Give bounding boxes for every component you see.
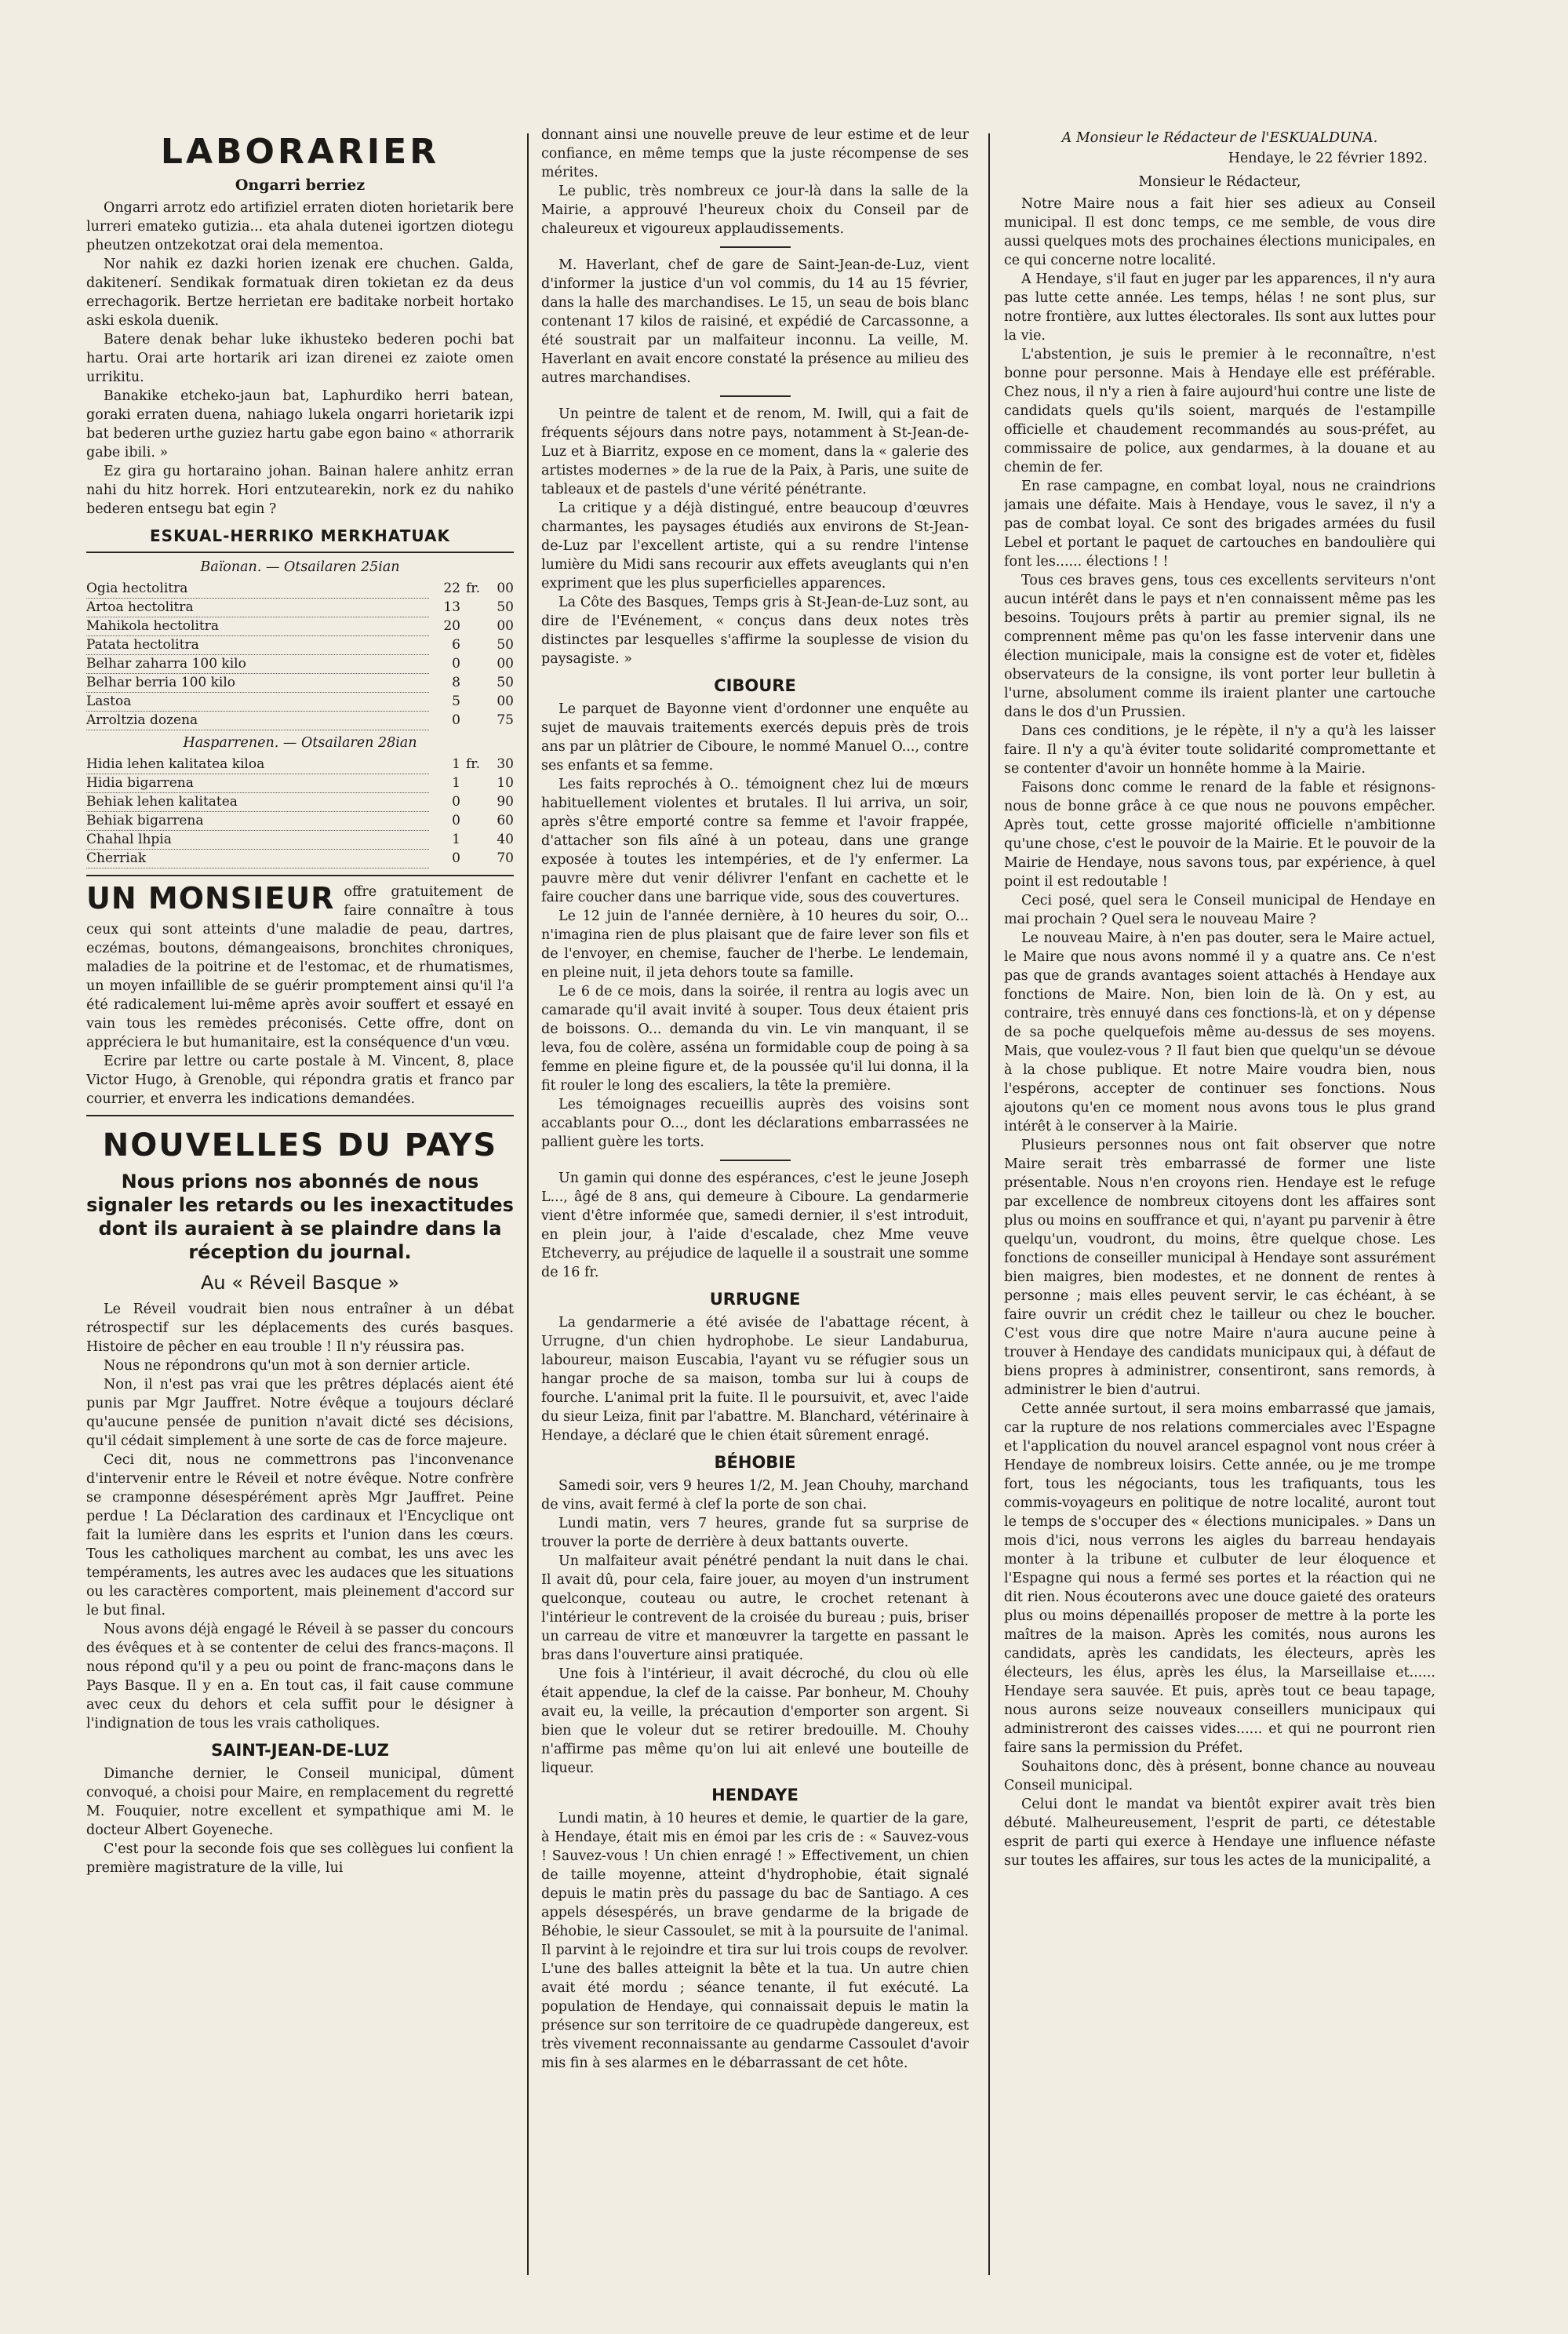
price-francs: 5 <box>452 694 460 709</box>
price-item: Hidia bigarrena <box>86 774 429 793</box>
paragraph: Non, il n'est pas vrai que les prêtres déplacés aient été punis par Mgr Jauffret. Notre évêque a toujours déclaré qu'aucune pensée de punition n'avait dicté ses décisions, qu'il cédait simplement à une sorte de cas de force majeure. <box>86 1377 514 1449</box>
price-item: Belhar zaharra 100 kilo <box>86 655 429 674</box>
divider <box>86 1115 514 1116</box>
paragraph: Lundi matin, vers 7 heures, grande fut sa surprise de trouver la porte de derrière à deux battants ouverte. <box>541 1516 969 1550</box>
paragraph: Les faits reprochés à O.. témoignent chez lui de mœurs habituellement violentes et brutales. Il lui arriva, un soir, après s'être emporté contre sa femme et l'avoir frappée, d'attacher son fils aîné à un poteau, dans une grange exposée à toutes les intempéries, et de l'y enfermer. La pauvre mère dut venir délivrer l'enfant en cachette et le faire coucher dans une barrique vide, sous des couvertures. <box>541 777 969 905</box>
ad-text-2: Ecrire par lettre ou carte postale à M. Vincent, 8, place Victor Hugo, à Grenoble, qui répondra gratis et franco par courrier, et enverra les indications demandées. <box>86 1054 514 1107</box>
paragraph: Lundi matin, à 10 heures et demie, le quartier de la gare, à Hendaye, était mis en émoi par les cris de : « Sauvez-vous ! Sauvez-vous ! Un chien enragé ! » Effectivement, un chien de taille moyenne, atteint d'hydrophobie, était signalé depuis le matin près du passage du bac de Santiago. A ces appels désespérés, un brave gendarme de la brigade de Béhobie, le sieur Cassoulet, se mit à la poursuite de l'animal. Il parvint à le rejoindre et tira sur lui trois coups de revolver. L'une des balles atteignit la bête et la tua. Un autre chien avait été mordu ; séance tenante, il fut exécuté. La population de Hendaye, qui connaissait depuis le matin la présence sur son territoire de ce quadrupède dangereux, est très vivement reconnaissante au gendarme Cassoulet d'avoir mis fin à ses alarmes en le débarrassant de cet hôte. <box>541 1811 969 2071</box>
paragraph: Celui dont le mandat va bientôt expirer avait très bien débuté. Malheureusement, l'esprit de parti, ce détestable esprit de parti qui exerce à Hendaye une influence néfaste sur toutes les affaires, sur tous les actes de la municipalité, a <box>1004 1797 1435 1869</box>
bayonne-heading: Baïonan. — Otsailaren 25ian <box>200 559 400 575</box>
price-cents: 50 <box>497 637 514 653</box>
nouvelles-title: NOUVELLES DU PAYS <box>102 1127 498 1163</box>
paragraph: Souhaitons donc, dès à présent, bonne chance au nouveau Conseil municipal. <box>1004 1759 1435 1793</box>
price-francs: 6 <box>452 637 460 653</box>
price-row <box>86 580 514 599</box>
market-title: ESKUAL-HERRIKO MERKHATUAK <box>150 526 450 545</box>
price-unit: fr. <box>466 756 480 773</box>
newspaper-page <box>86 126 1435 2275</box>
paragraph: Tous ces braves gens, tous ces excellents serviteurs n'ont aucun intérêt dans le pays et n'en connaissent même pas les besoins. Toujours prêts à partir au premier signal, ils ne comprennent même pas qu'on les fasse intervenir dans une élection municipale, mais la consigne est de voter et, fidèles observateurs de la consigne, ils vont porter leur bulletin à l'urne, absolument comme ils iraient planter une cartouche dans le dos d'un Prussien. <box>1004 573 1435 720</box>
bayonne-price-table <box>86 580 514 730</box>
price-francs: 0 <box>452 813 460 828</box>
price-item: Mahikola hectolitra <box>86 617 429 636</box>
paragraph: Plusieurs personnes nous ont fait observer que notre Maire serait très embarrassé de former une liste présentable. Nous n'en croyons rien. Hendaye est le refuge par excellence de nombreux citoyens dont les affaires sont plus ou moins en souffrance et qui, n'ayant pu parvenir à être quelqu'un, voudront, du moins, être quelque chose. Les fonctions de conseiller municipal à Hendaye sont assurément bien maigres, bien modestes, et ne donnent de rentes à personne ; mais elles peuvent servir, le cas échéant, à se faire ouvrir un crédit chez le tailleur ou chez le boucher. C'est vous dire que notre Maire n'aura aucune peine à trouver à Hendaye des candidats municipaux qui, à défaut de biens propres à administrer, consentiront, sans remords, à administrer le bien d'autrui. <box>1004 1138 1435 1398</box>
price-cents: 00 <box>497 618 514 634</box>
paragraph: Notre Maire nous a fait hier ses adieux au Conseil municipal. Il est donc temps, ce me semble, de vous dire aussi quelques mots des prochaines élections municipales, en ce qui concerne notre localité. <box>1004 196 1435 268</box>
paragraph: Ongarri arrotz edo artifiziel erraten dioten horietarik bere lurreri emateko gutizia... eta ahala dutenei igortzen diotegu pheutzen ontzekotzat orai dela mementoa. <box>86 200 514 253</box>
stjean-title: SAINT-JEAN-DE-LUZ <box>211 1741 389 1760</box>
price-francs: 20 <box>443 618 460 634</box>
paragraph: La gendarmerie a été avisée de l'abattage récent, à Urrugne, d'un chien hydrophobe. Le sieur Landaburua, laboureur, maison Euscabia, l'ayant vu se réfugier sous un hangar proche de sa maison, tomba sur lui à coups de fourche. L'animal prit la fuite. Il le poursuivit, et, avec l'aide du sieur Leiza, finit par l'abattre. M. Blanchard, vétérinaire à Hendaye, a déclaré que le chien était sûrement enragé. <box>541 1315 969 1444</box>
column-rule <box>988 133 990 2275</box>
price-item: Behiak bigarrena <box>86 812 429 831</box>
ad-title: UN MONSIEUR <box>86 881 335 916</box>
price-item: Belhar berria 100 kilo <box>86 674 429 693</box>
price-unit <box>460 850 486 868</box>
paragraph: M. Haverlant, chef de gare de Saint-Jean-de-Luz, vient d'informer la justice d'un vol commis, du 14 au 15 février, dans la halle des marchandises. Le 15, un seau de bois blanc contenant 17 kilos de raisiné, et expédié de Carcassonne, a été soustrait par un malfaiteur inconnu. La veille, M. Haverlant en avait encore constaté la présence au milieu des autres marchandises. <box>541 257 969 386</box>
paragraph: Le 12 juin de l'année dernière, à 10 heures du soir, O... n'imagina rien de plus plaisant que de faire lever son fils et de l'envoyer, en chemise, faucher de l'herbe. Le lendemain, en pleine nuit, il jeta dehors toute sa famille. <box>541 908 969 981</box>
price-row <box>86 617 514 636</box>
divider <box>86 875 514 876</box>
price-francs: 0 <box>452 850 460 866</box>
salutation: Monsieur le Rédacteur, <box>1138 174 1301 190</box>
paragraph: Nor nahik ez dazki horien izenak ere chuchen. Galda, dakitenerí. Sendikak formatuak diren tokietan ez da deus errechagorik. Bertze herrietan ere baditake norbeit hortako aski eskola duenik. <box>86 257 514 329</box>
price-unit <box>460 599 486 617</box>
price-item: Arroltzia dozena <box>86 712 429 730</box>
paragraph: Nous ne répondrons qu'un mot à son dernier article. <box>104 1358 471 1374</box>
paragraph: Le Réveil voudrait bien nous entraîner à un débat rétrospectif sur les déplacements des curés basques. Histoire de pêcher en eau trouble ! Il n'y réussira pas. <box>86 1302 514 1355</box>
paragraph: Un gamin qui donne des espérances, c'est le jeune Joseph L..., âgé de 8 ans, qui demeure à Ciboure. La gendarmerie vient d'être informée que, samedi dernier, il s'est introduit, en plein jour, à l'aide d'escalade, chez Mme veuve Etcheverry, au préjudice de laquelle il a soustrait une somme de 16 fr. <box>541 1171 969 1280</box>
price-item: Chahal lhpia <box>86 831 429 850</box>
paragraph: Le 6 de ce mois, dans la soirée, il rentra au logis avec un camarade qu'il avait invité à souper. Tous deux étaient pris de boissons. O... demanda du vin. Le vin manquant, il se leva, fou de colère, asséna un formidable coup de poing à sa femme en pleine figure et, de la poussée qu'il lui donna, il la fit rouler le long des escaliers, la tête la première. <box>541 984 969 1094</box>
price-cents: 50 <box>497 599 514 615</box>
hasparren-price-table <box>86 756 514 868</box>
paragraph: Faisons donc comme le renard de la fable et résignons-nous de bonne grâce à ce que nous ne pouvons empêcher. Après tout, cette grosse majorité officielle n'ambitionne qu'une chose, c'est le pouvoir de la Mairie. Et le pouvoir de la Mairie de Hendaye, nous savons tous, par expérience, à quel point il est redoutable ! <box>1004 780 1435 890</box>
price-unit <box>460 774 486 793</box>
paragraph: Les témoignages recueillis auprès des voisins sont accablants pour O..., dont les déclarations embarrassées ne pallient guère les torts. <box>541 1097 969 1150</box>
letter-date: Hendaye, le 22 février 1892. <box>1228 151 1428 166</box>
paragraph: donnant ainsi une nouvelle preuve de leur estime et de leur confiance, en même temps que la juste récompense de ses mérites. <box>541 127 969 180</box>
price-row <box>86 674 514 693</box>
paragraph: Samedi soir, vers 9 heures 1/2, M. Jean Chouhy, marchand de vins, avait fermé à clef la porte de son chai. <box>541 1478 969 1513</box>
price-item: Hidia lehen kalitatea kiloa <box>86 756 429 774</box>
advertisement <box>86 883 514 1109</box>
price-row <box>86 831 514 850</box>
urrugne-title: URRUGNE <box>709 1290 801 1309</box>
hasparren-heading: Hasparrenen. — Otsailaren 28ian <box>183 735 417 751</box>
price-row <box>86 793 514 812</box>
price-unit <box>460 636 486 655</box>
paragraph: La Côte des Basques, Temps gris à St-Jean-de-Luz sont, au dire de l'Evénement, « conçus dans deux notes très distinctes par lesquelles s'affirme la souplesse de vision du paysagiste. » <box>541 595 969 667</box>
price-cents: 60 <box>497 813 514 828</box>
paragraph: Ez gira gu hortaraino johan. Bainan halere anhitz erran nahi du hitz horrek. Hori entzutearekin, nork ez du nahiko bederen entsegu bat egin ? <box>86 464 514 517</box>
price-unit: fr. <box>466 581 480 597</box>
price-francs: 1 <box>452 775 460 791</box>
price-cents: 00 <box>497 581 514 597</box>
column-2 <box>541 126 969 2275</box>
price-unit <box>460 793 486 812</box>
paragraph: L'abstention, je suis le premier à le reconnaître, n'est bonne pour personne. Mais à Hendaye elle est préférable. Chez nous, il n'y a rien à faire aujourd'hui contre une liste de candidats quels qu'ils soient, marqués de l'estampille officielle et chaudement recommandés au sous-préfet, au commissaire de police, aux gendarmes, à la douane et au chemin de fer. <box>1004 347 1435 475</box>
ongarri-subtitle: Ongarri berriez <box>235 177 366 194</box>
divider <box>720 395 791 397</box>
laborarier-title: LABORARIER <box>160 132 440 172</box>
price-cents: 00 <box>497 656 514 672</box>
paragraph: Ceci dit, nous ne commettrons pas l'inconvenance d'intervenir entre le Réveil et notre évêque. Notre confrère se cramponne désespérément après Mgr Jauffret. Peine perdue ! La Déclaration des cardinaux et l'Encyclique ont fait la lumière dans les esprits et l'union dans les cœurs. Tous les catholiques marchent au combat, les uns avec les tempéraments, les autres avec les audaces que les situations ou les caractères comportent, mais pleinement d'accord sur le but final. <box>86 1452 514 1619</box>
price-unit <box>460 693 486 712</box>
paragraph: Dans ces conditions, je le répète, il n'y a qu'à les laisser faire. Il n'y a qu'à éviter toute solidarité compromettante et se contenter d'avoir un honnête homme à la Mairie. <box>1004 723 1435 777</box>
price-unit <box>460 655 486 674</box>
paragraph: Dimanche dernier, le Conseil municipal, dûment convoqué, a choisi pour Maire, en remplacement du regretté M. Fouquier, notre excellent et sympathique ami M. le docteur Albert Goyeneche. <box>86 1766 514 1838</box>
price-row <box>86 850 514 868</box>
price-cents: 40 <box>497 832 514 847</box>
price-francs: 0 <box>452 712 460 728</box>
paragraph: Banakike etcheko-jaun bat, Laphurdiko herri batean, goraki erraten duena, nahiago lukela ongarri horietarik izpi bat bederen urthe guziez hartu gabe egon baino « athorrarik gabe ibili. » <box>86 388 514 461</box>
paragraph: Le nouveau Maire, à n'en pas douter, sera le Maire actuel, le Maire que nous avons nommé il y a quatre ans. Ce n'est pas que de grands avantages soient attachés à Hendaye aux fonctions de Maire. Non, bien loin de là. On y est, au contraire, très ennuyé dans ces fonctions-là, et on y dépense de sa poche quelquefois même au-dessus de ses moyens. Mais, que voulez-vous ? Il faut bien que quelqu'un se dévoue à la chose publique. Et notre Maire voudra bien, nous l'espérons, accepter de continuer ses fonctions. Nous ajoutons qu'en ce moment nous avons tous le plus grand intérêt à le conserver à la Mairie. <box>1004 930 1435 1134</box>
price-row <box>86 712 514 730</box>
price-row <box>86 756 514 774</box>
paragraph: Un malfaiteur avait pénétré pendant la nuit dans le chai. Il avait dû, pour cela, faire jouer, au moyen d'un instrument quelconque, couteau ou autre, le crochet retenant à l'intérieur le contrevent de la croisée du bureau ; puis, briser un carreau de vitre et manœuvrer la targette en passant le bras dans l'ouverture ainsi pratiquée. <box>541 1553 969 1663</box>
price-cents: 00 <box>497 694 514 709</box>
price-item: Ogia hectolitra <box>86 580 429 599</box>
price-francs: 8 <box>452 675 460 690</box>
paragraph: Le public, très nombreux ce jour-là dans la salle de la Mairie, a approuvé l'heureux choix du Conseil par de chaleureux et vigoureux applaudissements. <box>541 184 969 237</box>
price-row <box>86 636 514 655</box>
price-item: Artoa hectolitra <box>86 599 429 617</box>
behobie-title: BÉHOBIE <box>714 1453 796 1472</box>
price-item: Behiak lehen kalitatea <box>86 793 429 812</box>
price-francs: 13 <box>443 599 460 615</box>
divider <box>720 246 791 248</box>
price-row <box>86 655 514 674</box>
paragraph: La critique y a déjà distingué, entre beaucoup d'œuvres charmantes, les paysages étudiés aux environs de St-Jean-de-Luz par l'excellent artiste, qui a su rendre l'intense lumière du Midi sans recourir aux effets aveuglants qui n'en expriment que les plus superficielles apparences. <box>541 501 969 592</box>
price-item: Cherriak <box>86 850 429 868</box>
price-row <box>86 774 514 793</box>
ciboure-title: CIBOURE <box>714 676 796 695</box>
paragraph: Le parquet de Bayonne vient d'ordonner une enquête au sujet de mauvais traitements exercés depuis près de trois ans par un plâtrier de Ciboure, le nommé Manuel O..., contre ses enfants et sa femme. <box>541 701 969 774</box>
price-francs: 22 <box>443 581 460 597</box>
subscriber-notice: Nous prions nos abonnés de nous signaler les retards ou les inexactitudes dont ils auraient à se plaindre dans la réception du journal. <box>86 1171 514 1263</box>
paragraph: A Hendaye, s'il faut en juger par les apparences, il n'y aura pas lutte cette année. Les temps, hélas ! ne sont plus, sur notre frontière, aux luttes électorales. Ils sont aux luttes pour la vie. <box>1004 271 1435 344</box>
paragraph: C'est pour la seconde fois que ses collègues lui confient la première magistrature de la ville, lui <box>86 1841 514 1876</box>
price-francs: 1 <box>452 832 460 847</box>
reveil-title: Au « Réveil Basque » <box>200 1272 400 1294</box>
price-unit <box>460 674 486 693</box>
price-row <box>86 812 514 831</box>
price-francs: 0 <box>452 656 460 672</box>
column-3 <box>1004 126 1435 2275</box>
divider <box>86 552 514 553</box>
price-item: Patata hectolitra <box>86 636 429 655</box>
price-item: Lastoa <box>86 693 429 712</box>
price-cents: 90 <box>497 794 514 810</box>
price-cents: 70 <box>497 850 514 866</box>
price-cents: 50 <box>497 675 514 690</box>
divider <box>720 1160 791 1161</box>
paragraph: Une fois à l'intérieur, il avait décroché, du clou où elle était appendue, la clef de la caisse. Par bonheur, M. Chouhy avait eu, la veille, la précaution d'emporter son argent. Si bien que le voleur dut se retirer bredouille. M. Chouhy n'affirme pas même qu'on lui ait enlevé une bouteille de liqueur. <box>541 1666 969 1776</box>
paragraph: Nous avons déjà engagé le Réveil à se passer du concours des évêques et à se contenter de celui des francs-maçons. Il nous répond qu'il y a peu ou point de franc-maçons dans le Pays Basque. Il y en a. En tout cas, il fait cause commune avec ceux du dehors et cela suffit pour le désigner à l'indignation de tous les vrais catholiques. <box>86 1622 514 1731</box>
column-1 <box>86 126 514 2275</box>
price-francs: 0 <box>452 794 460 810</box>
letter-heading: A Monsieur le Rédacteur de l'ESKUALDUNA. <box>1061 130 1378 146</box>
hendaye-title: HENDAYE <box>711 1786 799 1804</box>
price-unit <box>460 712 486 730</box>
paragraph: Ceci posé, quel sera le Conseil municipal de Hendaye en mai prochain ? Quel sera le nouveau Maire ? <box>1004 893 1435 927</box>
paragraph: Batere denak behar luke ikhusteko bederen pochi bat hartu. Orai arte hortarik ari izan direnei ez zaiote omen urrikitu. <box>86 332 514 385</box>
price-unit <box>460 812 486 831</box>
price-cents: 75 <box>497 712 514 728</box>
paragraph: En rase campagne, en combat loyal, nous ne craindrions jamais une défaite. Mais à Hendaye, vous le savez, il n'y a pas de combat loyal. Ce sont des brigades armées du fusil Lebel et portant le paquet de cartouches en bandoulière qui font les...... élections ! ! <box>1004 479 1435 570</box>
paragraph: Un peintre de talent et de renom, M. Iwill, qui a fait de fréquents séjours dans notre pays, notamment à St-Jean-de-Luz et à Biarritz, expose en ce moment, dans la « galerie des artistes modernes » de la rue de la Paix, à Paris, une suite de tableaux et de pastels d'une vérité pénétrante. <box>541 406 969 497</box>
price-cents: 10 <box>497 775 514 791</box>
ad-text: offre gratuitement de faire connaître à tous ceux qui sont atteints d'une maladie de peau, dartres, eczémas, boutons, démangeaisons, bronchites chroniques, maladies de la poitrine et de l'estomac, et de rhumatismes, un moyen infaillible de se guérir promptement ainsi qu'il l'a été radicalement lui-même après avoir souffert et essayé en vain tous les remèdes préconisés. Cette offre, dont on appréciera le but humanitaire, est la conséquence d'un vœu. <box>86 884 514 1050</box>
paragraph: Cette année surtout, il sera moins embarrassé que jamais, car la rupture de nos relations commerciales avec l'Espagne et l'application du nouvel arancel espagnol vont nous créer à Hendaye de nombreux loisirs. Cette année, ou je me trompe fort, tous les négociants, tous les trafiquants, tous les commis-voyageurs en politique de notre localité, auront tout le temps de s'occuper des « élections municipales. » Dans un mois d'ici, nous verrons les aigles du barreau hendayais monter à la tribune et culbuter de leur éloquence et l'Espagne qui nous a fermé ses portes et la réaction qui ne dit rien. Nous écouterons avec une douce gaieté des orateurs plus ou moins dépenaillés proposer de mettre à la porte les maîtres de la maison. Après les comités, nous aurons les candidats, après les candidats, les électeurs, après les électeurs, les élus, après les élus, la Marseillaise et...... Hendaye sera sauvée. Et puis, après tout ce beau tapage, nous aurons seize nouveaux conseillers municipaux qui administreront des caisses vides...... et qui ne pourront rien faire sans la permission du Préfet. <box>1004 1401 1435 1756</box>
price-unit <box>460 831 486 850</box>
column-rule <box>527 133 529 2275</box>
price-cents: 30 <box>497 756 514 773</box>
price-unit <box>460 617 486 636</box>
price-francs: 1 <box>452 756 460 773</box>
price-row <box>86 599 514 617</box>
price-row <box>86 693 514 712</box>
